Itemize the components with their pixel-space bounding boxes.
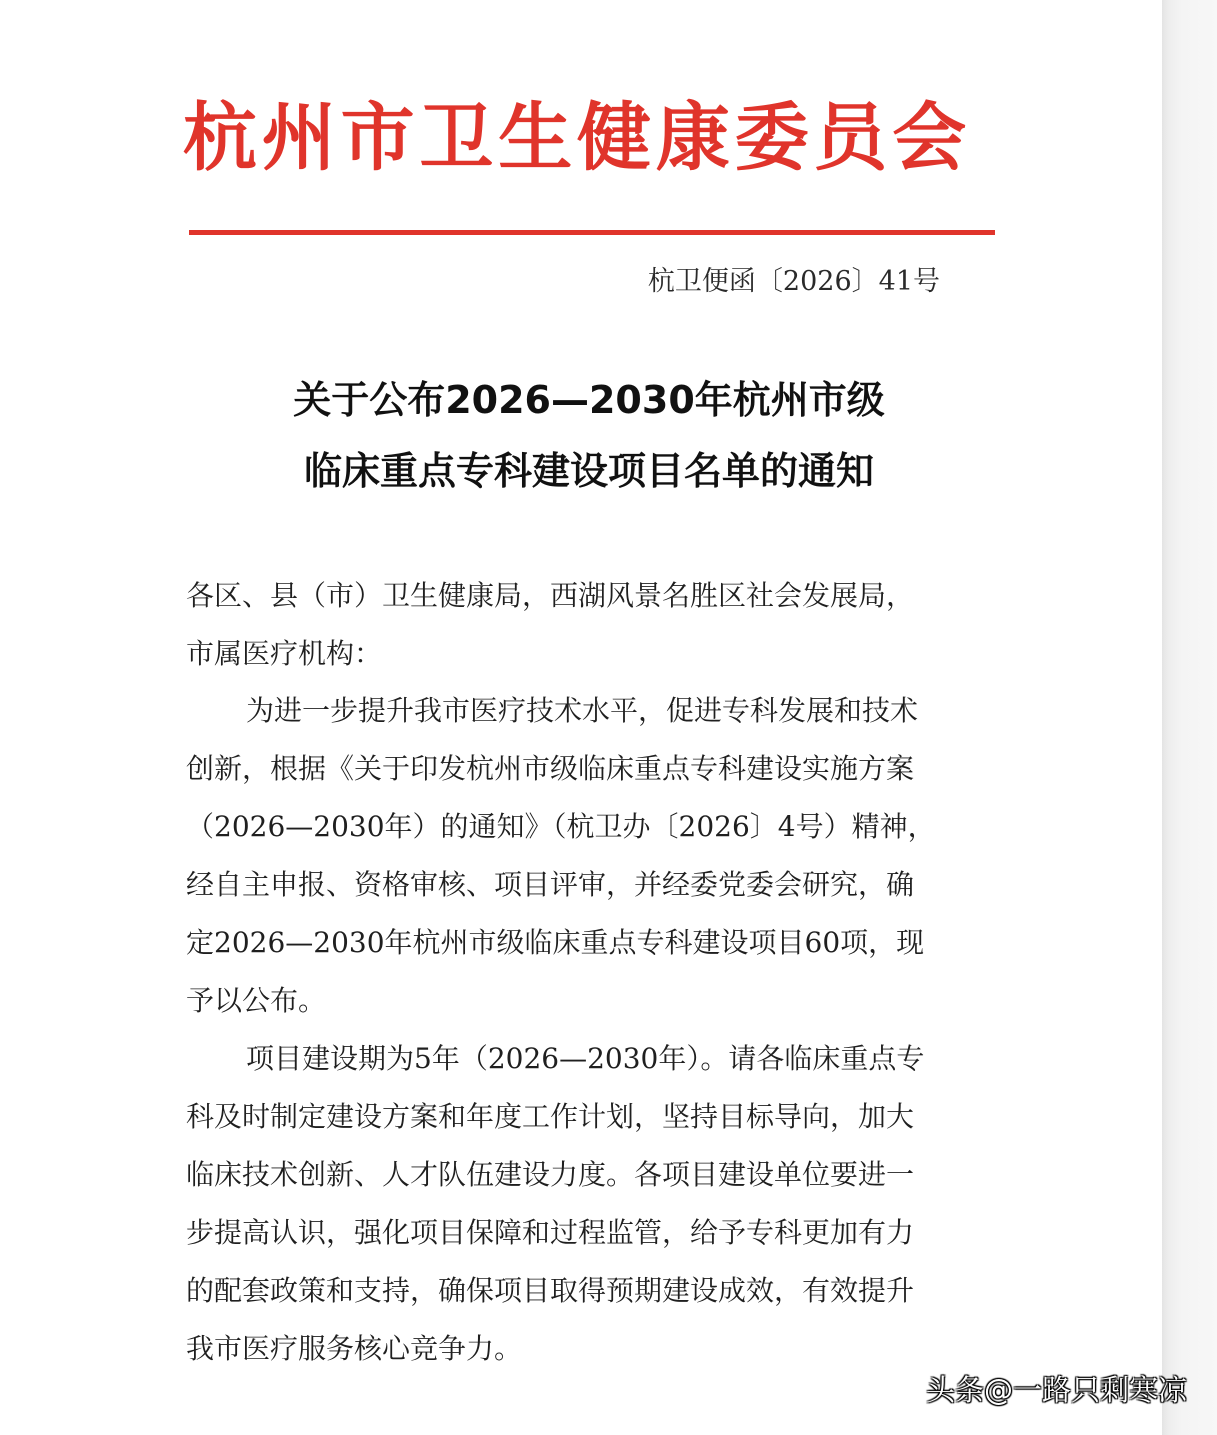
body-line: 步提高认识，强化项目保障和过程监管，给予专科更加有力	[186, 1216, 915, 1249]
body-line: 市属医疗机构：	[186, 637, 383, 670]
body-line: 我市医疗服务核心竞争力。	[186, 1332, 523, 1365]
body-line: 为进一步提升我市医疗技术水平，促进专科发展和技术	[246, 694, 919, 727]
letterhead-red-rule	[189, 230, 995, 235]
body-line: 临床技术创新、人才队伍建设力度。各项目建设单位要进一	[186, 1158, 915, 1191]
body-line: 予以公布。	[186, 984, 327, 1017]
body-line: 各区、县（市）卫生健康局，西湖风景名胜区社会发展局，	[186, 579, 915, 612]
source-watermark: 头条@一路只剩寒凉	[925, 1373, 1187, 1407]
notice-title-line-2: 临床重点专科建设项目名单的通知	[303, 449, 874, 493]
body-line: （2026—2030年）的通知》（杭卫办〔2026〕4号）精神，	[186, 810, 936, 843]
page-edge-shadow	[1162, 0, 1217, 1435]
body-line: 项目建设期为5年（2026—2030年）。请各临床重点专	[246, 1042, 925, 1075]
body-line: 创新，根据《关于印发杭州市级临床重点专科建设实施方案	[186, 752, 915, 785]
document-number: 杭卫便函〔2026〕41号	[647, 266, 940, 297]
body-line: 的配套政策和支持，确保项目取得预期建设成效，有效提升	[186, 1274, 915, 1307]
notice-title-line-1: 关于公布2026—2030年杭州市级	[293, 378, 885, 422]
body-line: 经自主申报、资格审核、项目评审，并经委党委会研究，确	[186, 868, 915, 901]
body-line: 定2026—2030年杭州市级临床重点专科建设项目60项，现	[186, 926, 925, 959]
letterhead-org-name: 杭州市卫生健康委员会	[183, 95, 971, 181]
body-line: 科及时制定建设方案和年度工作计划，坚持目标导向，加大	[186, 1100, 915, 1133]
